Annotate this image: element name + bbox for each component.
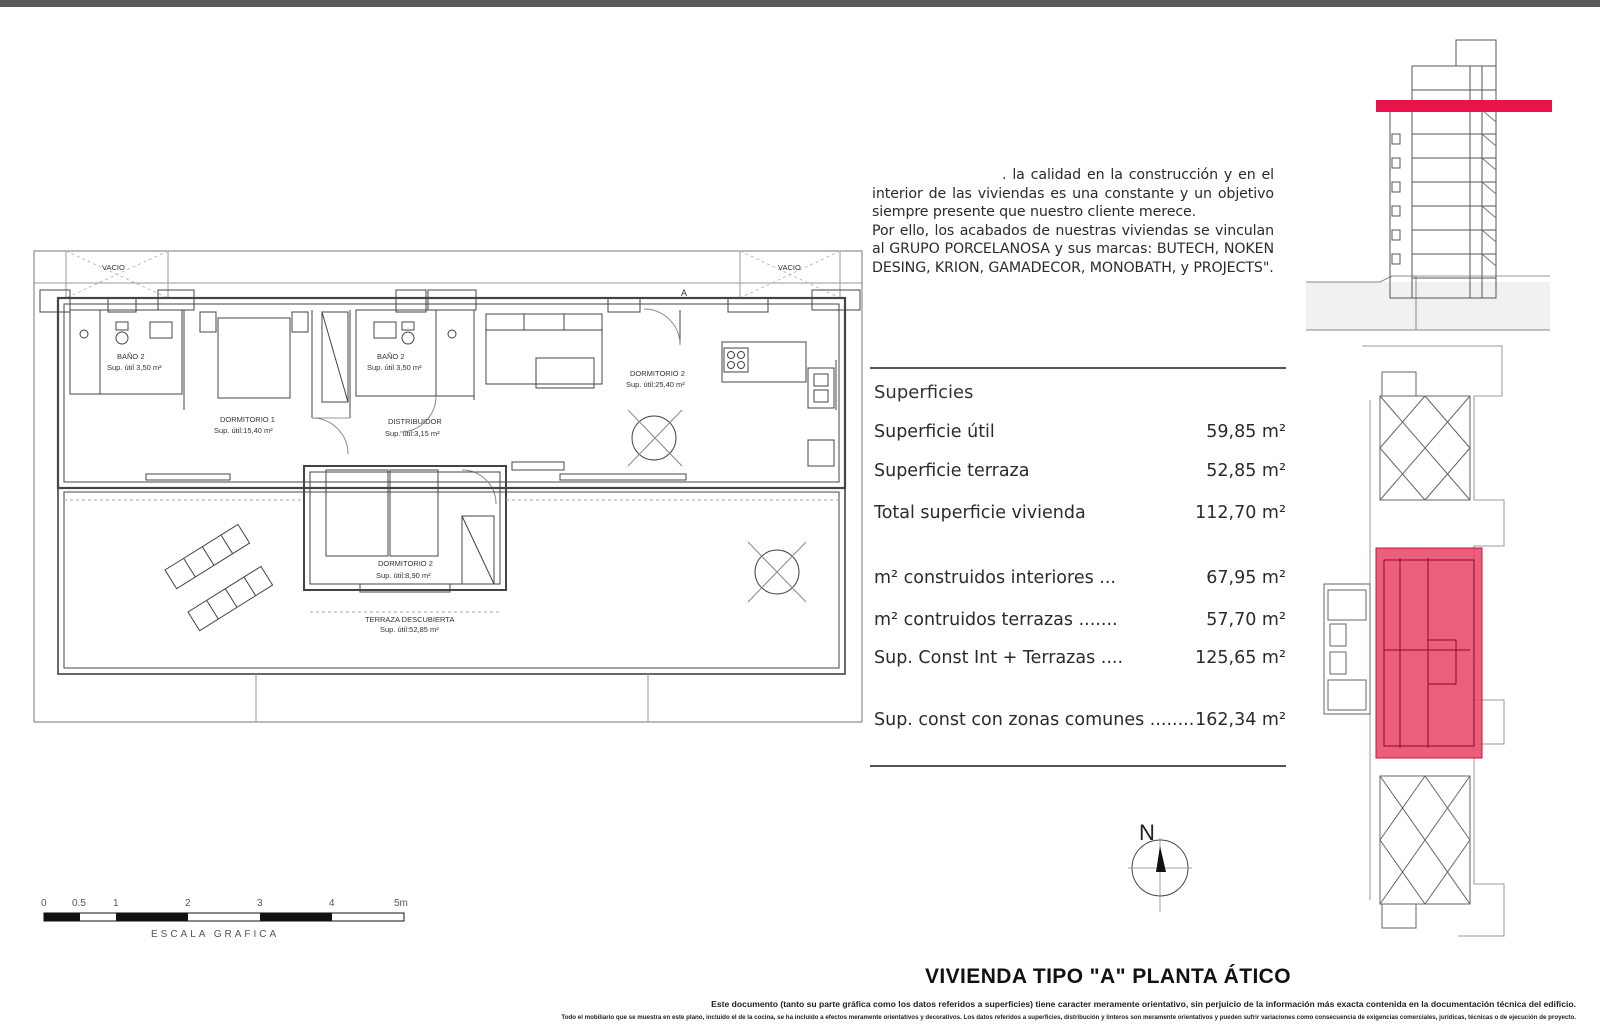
scale-bar [41, 898, 408, 940]
dormitorio-1-name: DORMITORIO 1 [220, 415, 275, 424]
scale-tick-5: 5m [394, 898, 408, 909]
surface-label: m² contruidos terrazas ....... [874, 610, 1118, 630]
surfaces-top-rule [870, 367, 1286, 369]
surface-value: 59,85 m² [1206, 422, 1286, 442]
key-plan [1324, 346, 1504, 936]
plan-labels [102, 263, 801, 634]
surface-value: 67,95 m² [1206, 568, 1286, 588]
intro-paragraph-2: Por ello, los acabados de nuestras viviendas se vinculan al GRUPO PORCELANOSA y sus marcas: BUTECH, NOKEN DESING, KRION, GAMADECOR, MONOBATH, y PROJECTS". [872, 222, 1274, 276]
surface-label: Sup. const con zonas comunes ........ [874, 710, 1195, 730]
bano-a-name: BAÑO 2 [117, 352, 145, 361]
scale-tick-0-5: 0.5 [72, 898, 86, 909]
intro-text-block [872, 166, 1274, 278]
bano-b-area: Sup. útil 3,50 m² [367, 363, 422, 372]
marker-a-label: A [681, 288, 688, 298]
scale-label: ESCALA GRAFICA [151, 929, 280, 940]
surface-label: Total superficie vivienda [874, 503, 1086, 523]
intro-paragraph-1: . la calidad en la construcción y en el interior de las viviendas es una constante y un objetivo siempre presente que nuestro cliente merece. [872, 167, 1274, 221]
terraza-name: TERRAZA DESCUBIERTA [365, 615, 455, 624]
dormitorio-1-area: Sup. útil:15,40 m² [214, 426, 273, 435]
surfaces-bottom-rule [870, 765, 1286, 767]
document-title: VIVIENDA TIPO "A" PLANTA ÁTICO [925, 965, 1291, 988]
unit-highlight-area [1376, 548, 1482, 758]
building-section [1306, 40, 1552, 330]
surface-label: Sup. Const Int + Terrazas .... [874, 648, 1124, 668]
surface-value: 162,34 m² [1195, 710, 1286, 730]
floor-plan [34, 251, 862, 722]
surfaces-title: Superficies [874, 382, 974, 403]
compass-north-label: N [1139, 820, 1155, 845]
surface-value: 52,85 m² [1206, 461, 1286, 481]
scale-tick-4: 4 [329, 898, 335, 909]
dormitorio-2-area: Sup. útil:8,90 m² [376, 571, 431, 580]
surface-label: m² construidos interiores ... [874, 568, 1116, 588]
vacio-right-label: VACIO [778, 263, 801, 272]
surface-value: 125,65 m² [1195, 648, 1286, 668]
salon-area: Sup. útil:25,40 m² [626, 380, 685, 389]
vacio-left-label: VACIO [102, 263, 125, 272]
disclaimer-secondary: Todo el mobiliario que se muestra en este plano, incluido el de la cocina, se ha incluido a efectos meramente orientativos y decorativos. Los datos referidos a superficies, distribución y linteros son meramente orientativos y pueden sufrir variaciones como consecuencia de exigencias comerciales, jurídicas, técnicas o de ejecución de proyecto. [561, 1014, 1576, 1021]
bano-b-name: BAÑO 2 [377, 352, 405, 361]
dormitorio-2-name: DORMITORIO 2 [378, 559, 433, 568]
surface-label: Superficie útil [874, 422, 995, 442]
scale-tick-3: 3 [257, 898, 263, 909]
scale-tick-1: 1 [113, 898, 119, 909]
scale-tick-2: 2 [185, 898, 191, 909]
bano-a-area: Sup. útil 3,50 m² [107, 363, 162, 372]
terraza-area: Sup. útil:52,85 m² [380, 625, 439, 634]
surface-value: 112,70 m² [1195, 503, 1286, 523]
distribuidor-name: DISTRIBUIDOR [388, 417, 442, 426]
north-compass [1128, 820, 1192, 912]
distribuidor-area: Sup. útil:3,15 m² [385, 429, 440, 438]
floor-highlight-bar [1376, 100, 1552, 112]
surface-label: Superficie terraza [874, 461, 1030, 481]
scale-tick-0: 0 [41, 898, 47, 909]
north-arrow-icon [1156, 846, 1166, 872]
disclaimer-primary: Este documento (tanto su parte gráfica como los datos referidos a superficies) tiene caracter meramente orientativo, sin perjuicio de la información más exacta contenida en la documentación técnica del edificio. [711, 999, 1576, 1009]
salon-name: DORMITORIO 2 [630, 369, 685, 378]
surface-value: 57,70 m² [1206, 610, 1286, 630]
